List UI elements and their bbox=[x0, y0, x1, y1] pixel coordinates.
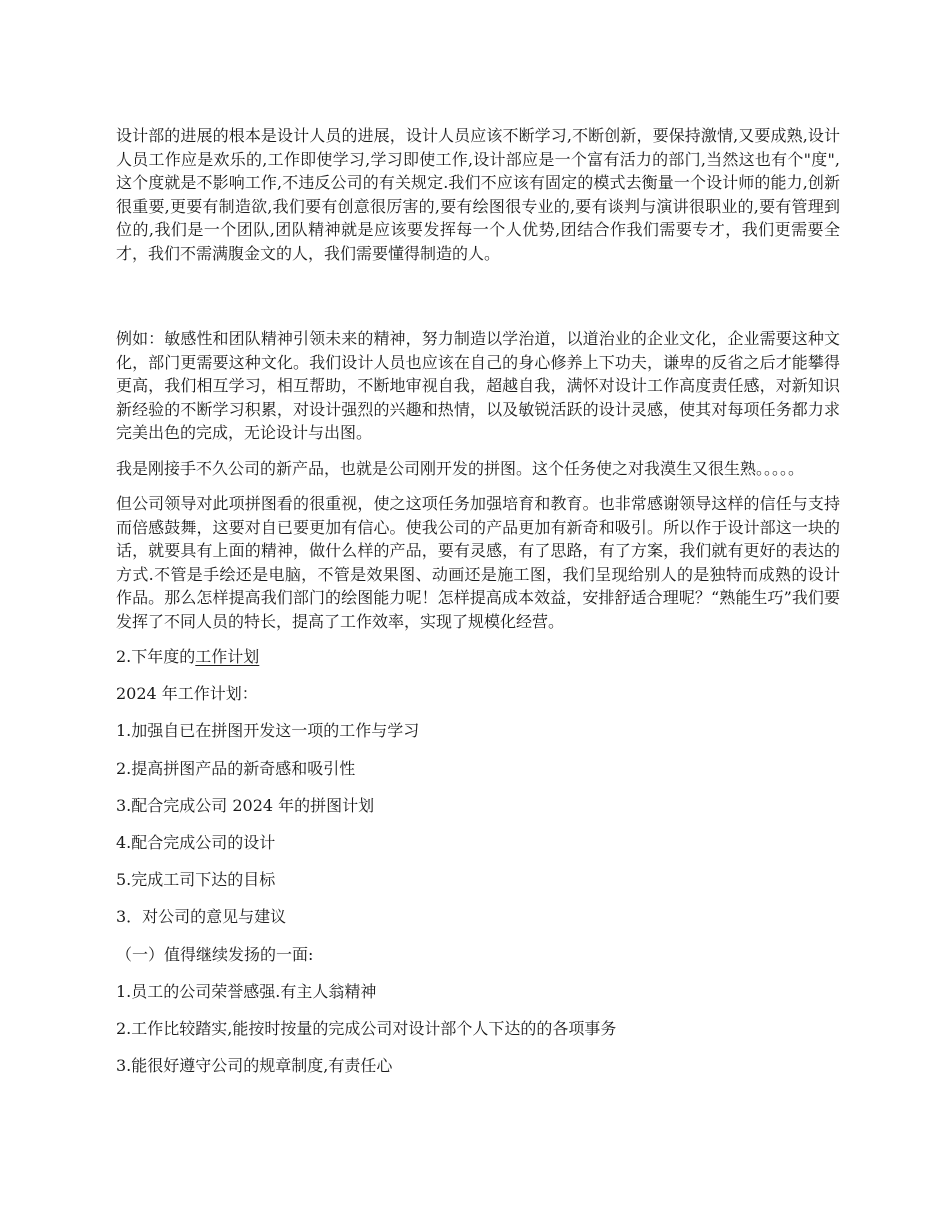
paragraph-design-dept: 设计部的进展的根本是设计人员的进展，设计人员应该不断学习,不断创新，要保持激情,又要成熟,设计人员工作应是欢乐的,工作即使学习,学习即使工作,设计部应是一个富有活力的部门,当然这也有个"度",这个度就是不影响工作,不违反公司的有关规定.我们不应该有固定的模式去衡量一个设计师的能力,创新很重要,更要有制造欲,我们要有创意很厉害的,要有绘图很专业的,要有谈判与演讲很职业的,要有管理到位的,我们是一个团队,团队精神就是应该要发挥每一个人优势,团结合作我们需要专才，我们更需要全才，我们不需满腹金文的人，我们需要懂得制造的人。 bbox=[116, 126, 840, 263]
section-2-heading bbox=[116, 645, 840, 669]
plan-item: 3.配合完成公司 2024 年的拼图计划 bbox=[116, 795, 375, 815]
work-plan-link[interactable]: 工作计划 bbox=[195, 647, 260, 666]
merit-item: 3.能很好遵守公司的规章制度,有责任心 bbox=[116, 1056, 393, 1076]
subsection-1-heading: （一）值得继续发扬的一面: bbox=[116, 944, 314, 964]
plan-item: 2.提高拼图产品的新奇感和吸引性 bbox=[116, 758, 356, 778]
section-2-prefix: 2.下年度的 bbox=[116, 647, 196, 666]
merit-item: 2.工作比较踏实,能按时按量的完成公司对设计部个人下达的的各项事务 bbox=[116, 1018, 617, 1038]
plan-item: 4.配合完成公司的设计 bbox=[116, 832, 276, 852]
paragraph-new-product: 我是刚接手不久公司的新产品，也就是公司刚开发的拼图。这个任务使之对我漠生又很生熟。。。。。 bbox=[116, 458, 805, 478]
plan-item: 5.完成工司下达的目标 bbox=[116, 870, 276, 890]
paragraph-example: 例如：敏感性和团队精神引领未来的精神，努力制造以学治道，以道治业的企业文化，企业需要这种文化，部门更需要这种文化。我们设计人员也应该在自己的身心修养上下功夫，谦卑的反省之后才能攀得更高，我们相互学习，相互帮助，不断地审视自我，超越自我，满怀对设计工作高度责任感，对新知识新经验的不断学习积累，对设计强烈的兴趣和热情，以及敏锐活跃的设计灵感，使其对每项任务都力求完美出色的完成，无论设计与出图。 bbox=[116, 329, 840, 442]
paragraph-leadership: 但公司领导对此项拼图看的很重视，使之这项任务加强培育和教育。也非常感谢领导这样的信任与支持而倍感鼓舞，这要对自已要更加有信心。使我公司的产品更加有新奇和吸引。所以作于设计部这一块的话，就要具有上面的精神，做什么样的产品，要有灵感，有了思路，有了方案，我们就有更好的表达的方式.不管是手绘还是电脑，不管是效果图、动画还是施工图，我们呈现给别人的是独特而成熟的设计作品。那么怎样提高我们部门的绘图能力呢！怎样提高成本效益，安排舒适合理呢？“熟能生巧”我们要发挥了不同人员的特长，提高了工作效率，实现了规模化经营。 bbox=[116, 494, 840, 631]
merit-item: 1.员工的公司荣誉感强.有主人翁精神 bbox=[116, 981, 377, 1001]
plan-item: 1.加强自已在拼图开发这一项的工作与学习 bbox=[116, 721, 420, 741]
document-page bbox=[116, 124, 840, 1091]
plan-title: 2024 年工作计划： bbox=[116, 684, 258, 704]
section-3-heading: 3．对公司的意见与建议 bbox=[116, 907, 287, 927]
